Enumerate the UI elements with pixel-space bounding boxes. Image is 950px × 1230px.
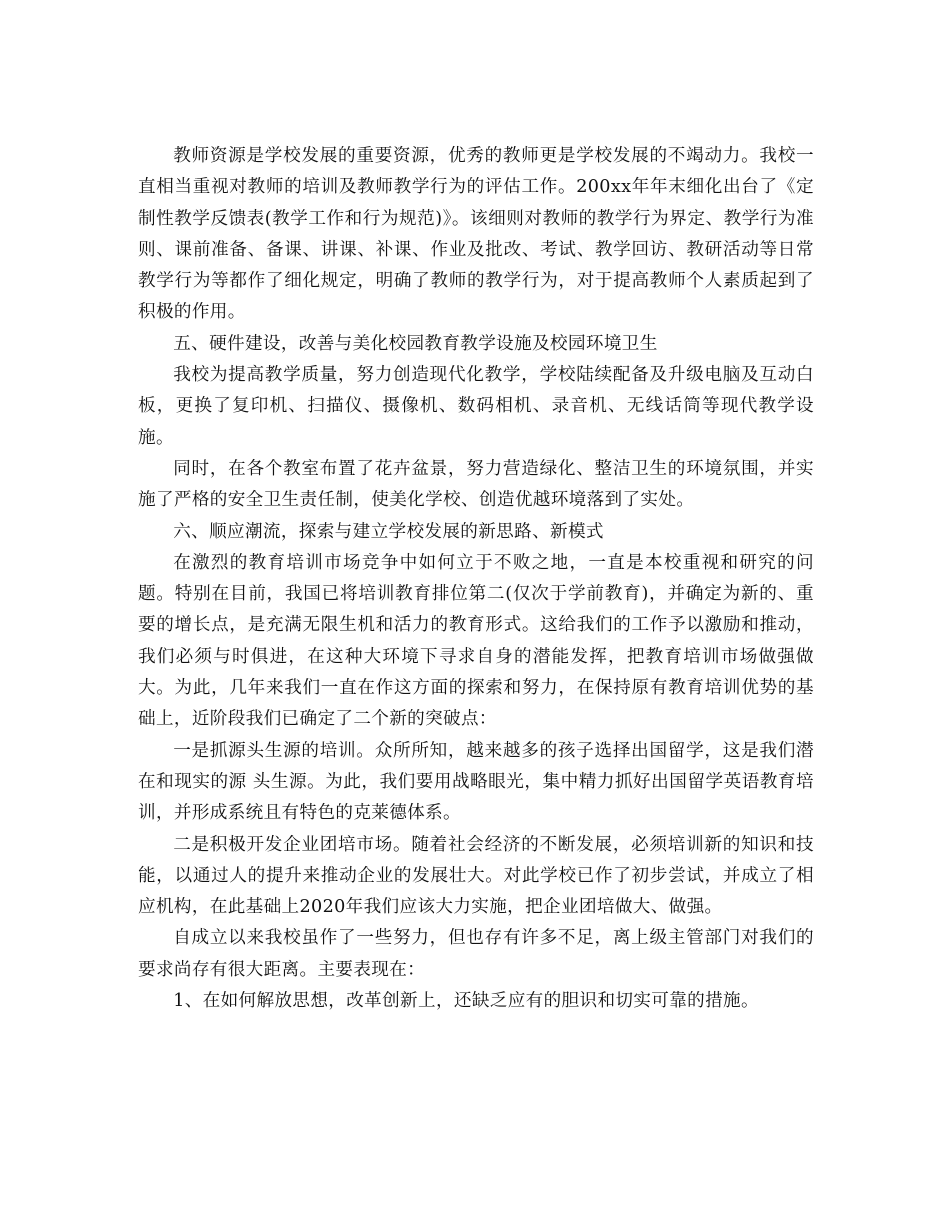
- paragraph-market-competition: 在激烈的教育培训市场竞争中如何立于不败之地，一直是本校重视和研究的问题。特别在目前，我国已将培训教育排位第二(仅次于学前教育)，并确定为新的、重要的增长点，是充满无限生机和活力的教育形式。这给我们的工作予以激励和推动，我们必须与时俱进，在这种大环境下寻求自身的潜能发挥，把教育培训市场做强做大。为此，几年来我们一直在作这方面的探索和努力，在保持原有教育培训优势的基础上，近阶段我们已确定了二个新的突破点：: [138, 552, 814, 730]
- paragraph-breakthrough-two: 二是积极开发企业团培市场。随着社会经济的不断发展，必须培训新的知识和技能，以通过人的提升来推动企业的发展壮大。对此学校已作了初步尝试，并成立了相应机构，在此基础上2020年我们应该大力实施，把企业团培做大、做强。: [138, 834, 814, 918]
- paragraph-teacher-resources: 教师资源是学校发展的重要资源，优秀的教师更是学校发展的不竭动力。我校一直相当重视对教师的培训及教师教学行为的评估工作。200xx年年末细化出台了《定制性教学反馈表(教学工作和行为规范)》。该细则对教师的教学行为界定、教学行为准则、课前准备、备课、讲课、补课、作业及批改、考试、教学回访、教研活动等日常教学行为等都作了细化规定，明确了教师的教学行为，对于提高教师个人素质起到了积极的作用。: [138, 146, 814, 323]
- list-item-shortcoming-1: 1、在如何解放思想，改革创新上，还缺乏应有的胆识和切实可靠的措施。: [173, 991, 759, 1012]
- paragraph-breakthrough-one: 一是抓源头生源的培训。众所所知，越来越多的孩子选择出国留学，这是我们潜在和现实的源 头生源。为此，我们要用战略眼光，集中精力抓好出国留学英语教育培训，并形成系统且有特色的克莱德体系。: [138, 740, 814, 824]
- paragraph-environment: 同时，在各个教室布置了花卉盆景，努力营造绿化、整洁卫生的环境氛围，并实施了严格的安全卫生责任制，使美化学校、创造优越环境落到了实处。: [138, 458, 814, 511]
- paragraph-equipment: 我校为提高教学质量，努力创造现代化教学，学校陆续配备及升级电脑及互动白板，更换了复印机、扫描仪、摄像机、数码相机、录音机、无线话筒等现代教学设施。: [138, 365, 814, 448]
- section-heading-hardware: 五、硬件建设，改善与美化校园教育教学设施及校园环境卫生: [173, 333, 658, 354]
- paragraph-shortcomings: 自成立以来我校虽作了一些努力，但也存有许多不足，离上级主管部门对我们的要求尚存有很大距离。主要表现在：: [138, 928, 814, 980]
- document-page: [138, 141, 814, 1017]
- section-heading-new-model: 六、顺应潮流，探索与建立学校发展的新思路、新模式: [173, 521, 604, 542]
